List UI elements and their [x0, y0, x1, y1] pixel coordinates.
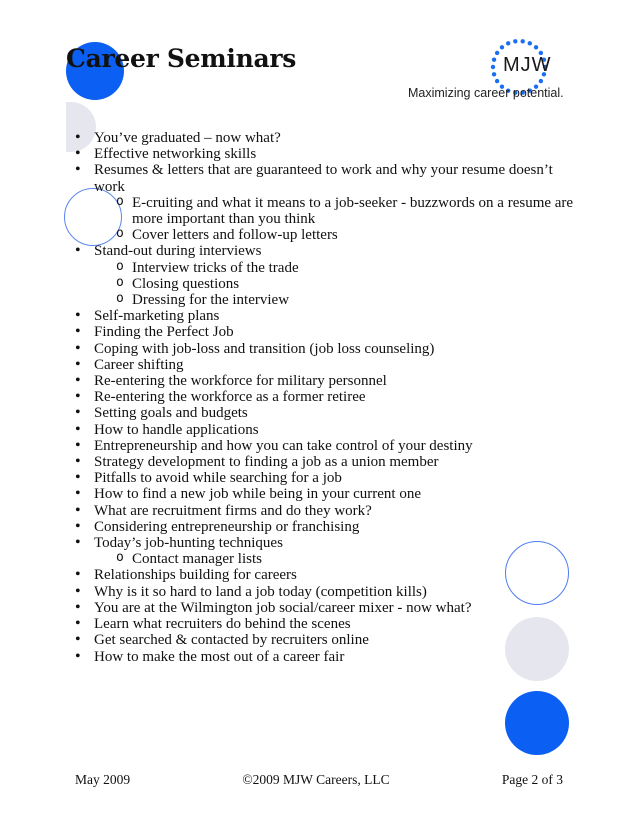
list-item: [75, 486, 575, 502]
list-item: [75, 389, 575, 405]
page-footer: [75, 772, 563, 788]
sub-list-item: o Dressing for the interview: [94, 292, 575, 308]
list-item: [75, 519, 575, 535]
footer-copyright: ©2009 MJW Careers, LLC: [242, 772, 390, 787]
list-item: [75, 146, 575, 162]
logo-text: MJW: [503, 54, 552, 76]
logo-ring-dot: [495, 51, 499, 55]
list-item-text: You’ve graduated – now what?: [94, 130, 281, 146]
logo-ring-dot: [492, 57, 496, 61]
logo-ring-dot: [539, 79, 543, 83]
list-item-text: Resumes & letters that are guaranteed to work and why your resume doesn’t work: [94, 162, 553, 195]
list-item-text: Entrepreneurship and how you can take control of your destiny: [94, 437, 473, 454]
list-item: [75, 373, 575, 389]
sub-list-item: o E-cruiting and what it means to a job-seeker - buzzwords on a resume are more important than you think: [94, 195, 575, 227]
logo-ring-dot: [534, 45, 538, 49]
list-item: [75, 632, 575, 648]
seminar-topic-list: [75, 130, 575, 665]
logo-ring-dot: [495, 79, 499, 83]
logo-tagline: Maximizing career potential.: [408, 86, 564, 100]
logo-ring-dot: [506, 41, 510, 45]
sub-list: [94, 195, 575, 244]
decorative-circle-blue-right: [505, 691, 569, 755]
sub-list: [94, 260, 575, 309]
list-item: [75, 649, 575, 665]
footer-page-number: Page 2 of 3: [501, 772, 563, 787]
sub-list-item: o Closing questions: [94, 276, 575, 292]
list-item-text: Stand-out during interviews: [94, 243, 262, 260]
sub-list-item: o Contact manager lists: [94, 551, 575, 567]
list-item-text: Self-marketing plans: [94, 308, 220, 325]
list-item-text: Career shifting: [94, 356, 184, 373]
list-item: [75, 243, 575, 308]
list-item-text: Learn what recruiters do behind the scenes: [94, 616, 351, 633]
list-item-text: How to handle applications: [94, 421, 259, 438]
list-item-text: Coping with job-loss and transition (job loss counseling): [94, 340, 435, 357]
list-item: [75, 438, 575, 454]
logo-ring-dot: [491, 65, 495, 69]
list-item-text: Strategy development to finding a job as a union member: [94, 454, 439, 471]
list-item-text: How to find a new job while being in your current one: [94, 486, 422, 503]
sub-list-item: o Cover letters and follow-up letters: [94, 227, 575, 243]
list-item: [75, 600, 575, 616]
logo-ring-dot: [492, 72, 496, 76]
list-item: [75, 503, 575, 519]
list-item-text: What are recruitment firms and do they work?: [94, 502, 372, 519]
logo-ring-dot: [528, 41, 532, 45]
list-item-text: Setting goals and budgets: [94, 405, 248, 422]
logo-ring-dot: [513, 39, 517, 43]
list-item-text: Re-entering the workforce for military personnel: [94, 373, 387, 390]
list-item-text: Re-entering the workforce as a former retiree: [94, 389, 366, 406]
list-item-text: Why is it so hard to land a job today (competition kills): [94, 583, 427, 600]
list-item: [75, 470, 575, 486]
list-item-text: Considering entrepreneurship or franchising: [94, 518, 360, 535]
logo-ring-dot: [521, 39, 525, 43]
list-item-text: Get searched & contacted by recruiters online: [94, 632, 369, 649]
list-item: [75, 567, 575, 583]
list-item: [75, 341, 575, 357]
list-item-text: Finding the Perfect Job: [94, 324, 234, 341]
list-item-text: You are at the Wilmington job social/career mixer - now what?: [94, 599, 472, 616]
logo-ring-dot: [500, 45, 504, 49]
topic-list: [75, 130, 575, 665]
list-item: [75, 357, 575, 373]
list-item-text: Relationships building for careers: [94, 567, 297, 584]
list-item: [75, 535, 575, 567]
list-item: [75, 584, 575, 600]
list-item-text: How to make the most out of a career fair: [94, 648, 345, 665]
list-item: [75, 308, 575, 324]
list-item: [75, 405, 575, 421]
list-item: [75, 422, 575, 438]
list-item-text: Pitfalls to avoid while searching for a job: [94, 470, 342, 487]
company-logo: [400, 36, 575, 106]
list-item-text: Today’s job-hunting techniques: [94, 535, 283, 552]
sub-list-item: o Interview tricks of the trade: [94, 260, 575, 276]
list-item-text: Effective networking skills: [94, 146, 257, 163]
list-item: [75, 616, 575, 632]
list-item: [75, 454, 575, 470]
page-title: Career Seminars: [66, 44, 296, 73]
sub-list: [94, 551, 575, 567]
footer-date: May 2009: [75, 772, 131, 787]
list-item: [75, 162, 575, 243]
list-item: [75, 130, 575, 146]
list-item: [75, 324, 575, 340]
